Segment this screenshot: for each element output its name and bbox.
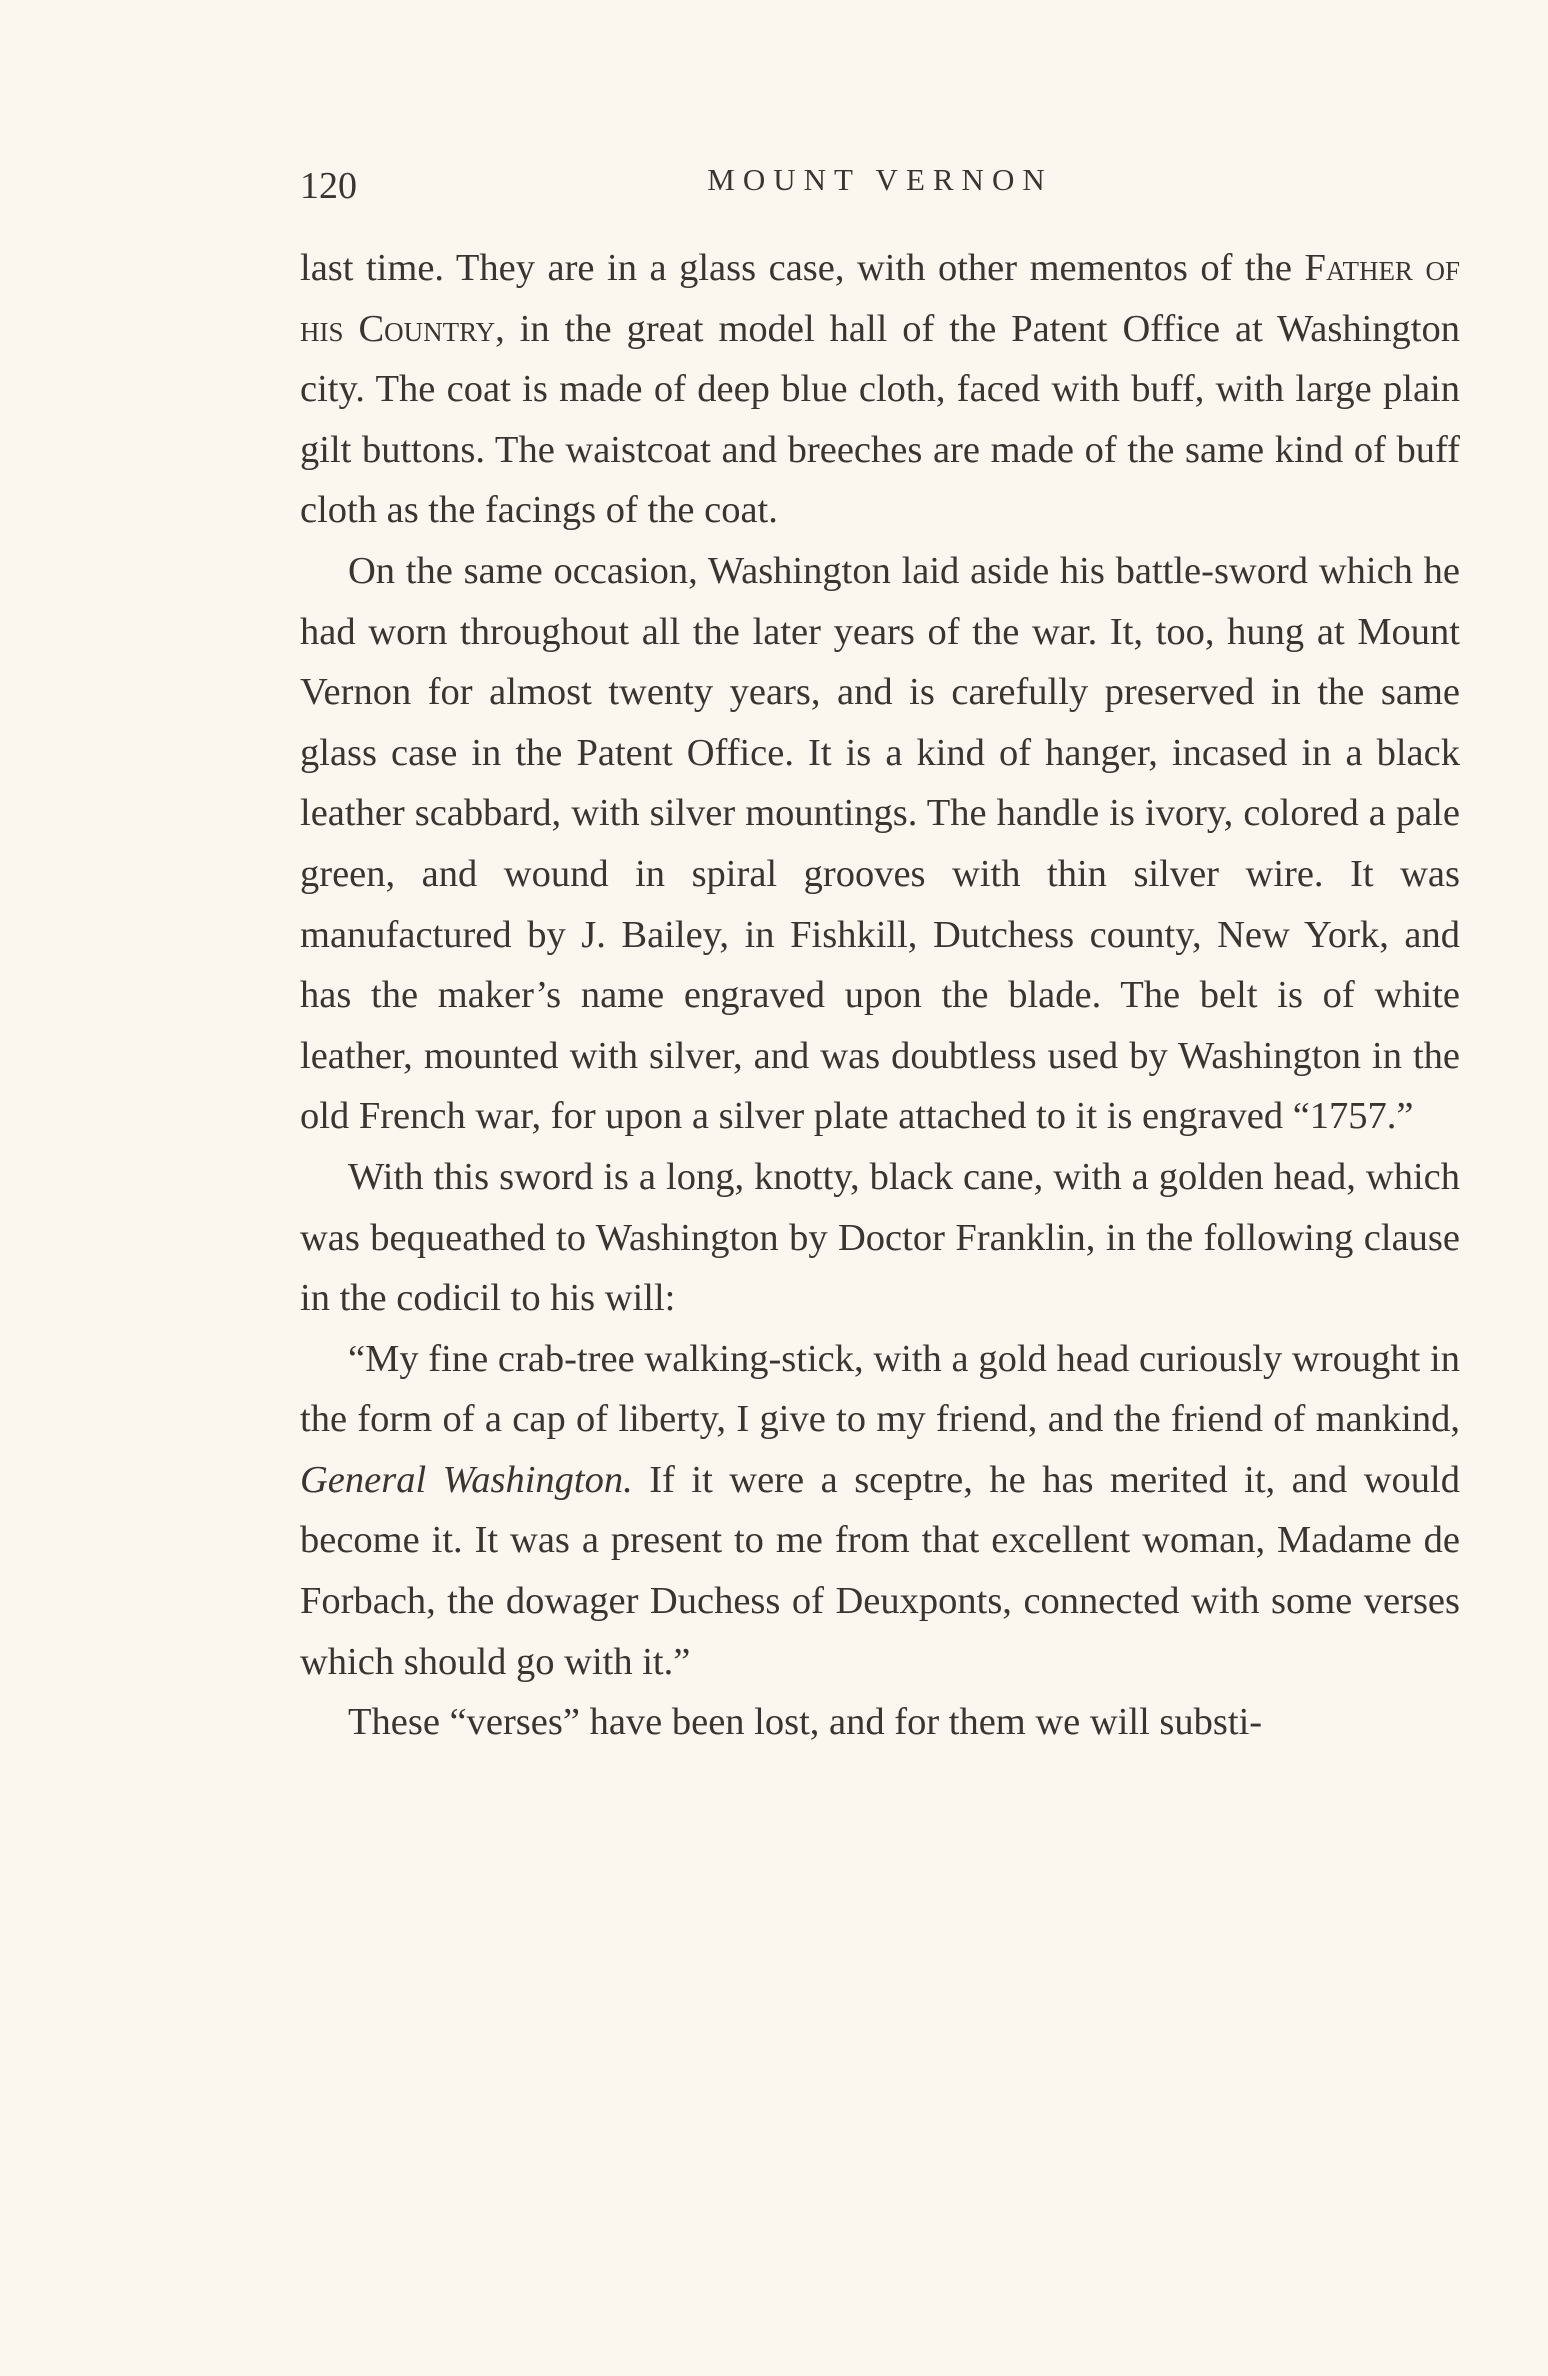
paragraph-4-text-b: If it were a sceptre, he has merited it, and would become it. It was a present to me from that excellent woman, Madame de Forbach, the dowager Duchess of Deuxponts, connected with some verses which should go with it.” — [300, 1458, 1460, 1683]
running-title: MOUNT VERNON — [707, 162, 1053, 197]
paragraph-4-text-a: “My fine crab-tree walking-stick, with a gold head curiously wrought in the form of a cap of liberty, I give to my friend, and the friend of mankind, — [300, 1337, 1460, 1441]
page-number: 120 — [300, 165, 357, 207]
paragraph-4-quotation — [300, 1329, 1460, 1693]
general-washington: General Washington. — [300, 1458, 633, 1501]
running-head — [300, 150, 1460, 210]
book-page — [300, 150, 1460, 1753]
paragraph-1 — [300, 238, 1460, 541]
body-text — [300, 238, 1460, 1753]
paragraph-2: On the same occasion, Washington laid aside his battle-sword which he had worn throughout all the later years of the war. It, too, hung at Mount Vernon for almost twenty years, and is carefully preserved in the same glass case in the Patent Office. It is a kind of hanger, incased in a black leather scabbard, with silver mountings. The handle is ivory, colored a pale green, and wound in spiral grooves with thin silver wire. It was manufactured by J. Bailey, in Fishkill, Dutchess county, New York, and has the maker’s name engraved upon the blade. The belt is of white leather, mounted with silver, and was doubtless used by Washington in the old French war, for upon a silver plate attached to it is engraved “1757.” — [300, 549, 1460, 1138]
father-of-his-country: Father of his Country — [300, 247, 1460, 350]
paragraph-3: With this sword is a long, knotty, black cane, with a golden head, which was bequeathed to Washington by Doctor Franklin, in the following clause in the codicil to his will: — [300, 1155, 1460, 1320]
paragraph-1-text-b: , in the great model hall of the Patent Office at Washington city. The coat is made of deep blue cloth, faced with buff, with large plain gilt buttons. The waistcoat and breeches are made of the same kind of buff cloth as the facings of the coat. — [300, 307, 1460, 532]
paragraph-1-text-a: last time. They are in a glass case, with other mementos of the — [300, 247, 1305, 289]
paragraph-5: These “verses” have been lost, and for them we will substi- — [348, 1701, 1263, 1744]
